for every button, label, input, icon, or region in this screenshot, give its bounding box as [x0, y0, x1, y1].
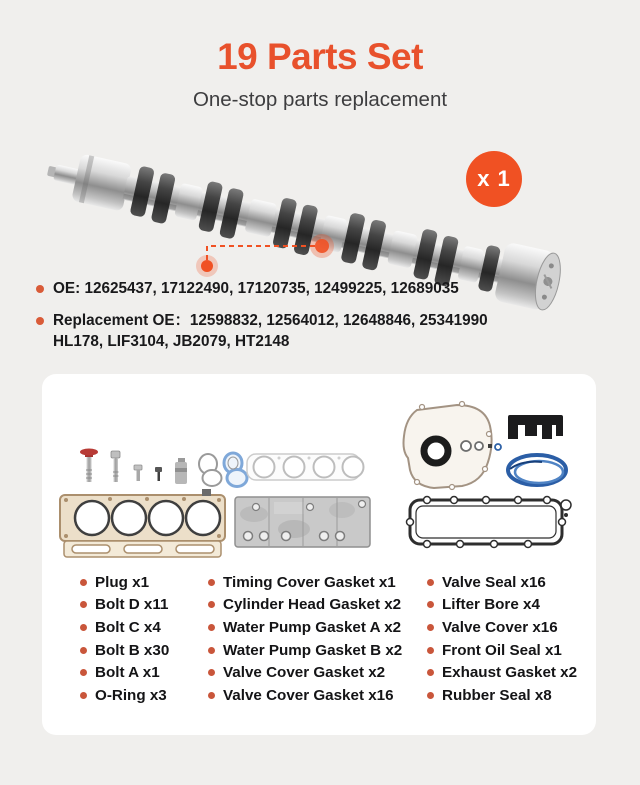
part-label: O-Ring x3	[95, 686, 167, 704]
part-list-item	[80, 571, 169, 594]
callout-leader-line	[196, 234, 334, 277]
part-list-item	[427, 639, 577, 662]
part-label: Bolt D x11	[95, 596, 169, 614]
bullet-icon	[80, 669, 87, 676]
part-label: Bolt A x1	[95, 664, 160, 682]
part-label: Bolt B x30	[95, 641, 170, 659]
timing-plate-gasket-art	[235, 497, 370, 547]
bullet-icon	[36, 317, 44, 325]
part-list-item	[80, 594, 169, 617]
bullet-icon	[208, 692, 215, 699]
replacement-oe-line	[36, 310, 616, 353]
replacement-oe-text	[53, 310, 488, 353]
bullet-icon	[208, 669, 215, 676]
part-label: Front Oil Seal x1	[442, 641, 562, 659]
part-label: Lifter Bore x4	[442, 596, 540, 614]
water-pump-gasket-a-art	[199, 454, 222, 486]
part-list-item	[427, 684, 577, 707]
page-subtitle: One-stop parts replacement	[192, 88, 448, 111]
part-label: Cylinder Head Gasket x2	[223, 596, 402, 614]
part-label: Water Pump Gasket A x2	[223, 618, 402, 636]
cylinder-head-gasket-art	[60, 489, 225, 557]
part-label: Valve Cover Gasket x2	[223, 664, 386, 682]
o-ring-seal-art	[508, 455, 566, 485]
bullet-icon	[80, 624, 87, 631]
bolt-d-art	[155, 467, 162, 481]
parts-column-gaskets	[208, 571, 402, 707]
bolt-b-art	[111, 451, 120, 482]
rubber-bracket-art	[508, 415, 563, 439]
part-list-item	[427, 594, 577, 617]
bullet-icon	[80, 647, 87, 654]
timing-cover-gasket-art	[404, 402, 502, 490]
bullet-icon	[208, 624, 215, 631]
part-list-item	[80, 616, 169, 639]
part-label: Exhaust Gasket x2	[442, 664, 578, 682]
bullet-icon	[80, 601, 87, 608]
exhaust-gasket-art	[247, 454, 364, 480]
bullet-icon	[36, 285, 44, 293]
bullet-icon	[427, 601, 434, 608]
quantity-badge-label: x 1	[477, 166, 511, 191]
oe-numbers-section	[36, 278, 616, 363]
bullet-icon	[427, 647, 434, 654]
part-list-item	[208, 661, 402, 684]
bullet-icon	[427, 624, 434, 631]
parts-column-seals	[427, 571, 577, 707]
oe-numbers-text: OE: 12625437, 17122490, 17120735, 12499225, 12689035	[53, 280, 459, 297]
bullet-icon	[208, 601, 215, 608]
part-list-item	[208, 616, 402, 639]
bullet-icon	[427, 669, 434, 676]
part-label: Valve Seal x16	[442, 573, 546, 591]
oe-line	[36, 278, 616, 300]
plug-art	[175, 458, 187, 484]
part-list-item	[427, 616, 577, 639]
part-list-item	[427, 661, 577, 684]
valve-cover-gasket-art	[407, 497, 572, 548]
part-list-item	[427, 571, 577, 594]
bullet-icon	[80, 579, 87, 586]
part-list-item	[208, 571, 402, 594]
bolt-c-art	[134, 465, 142, 481]
part-label: Valve Cover x16	[442, 618, 558, 636]
part-label: Bolt C x4	[95, 618, 161, 636]
part-label: Plug x1	[95, 573, 150, 591]
quantity-badge	[466, 151, 522, 207]
page-title: 19 Parts Set	[217, 36, 423, 77]
bullet-icon	[80, 692, 87, 699]
part-list-item	[208, 639, 402, 662]
parts-column-hardware	[80, 571, 169, 707]
part-label: Water Pump Gasket B x2	[223, 641, 403, 659]
part-list-item	[80, 684, 169, 707]
bullet-icon	[427, 692, 434, 699]
water-pump-gasket-b-art	[224, 453, 247, 487]
bullet-icon	[208, 647, 215, 654]
replacement-oe-line1: Replacement OE：12598832, 12564012, 12648846, 25341990	[53, 311, 488, 329]
bolt-a-art	[80, 449, 98, 483]
part-list-item	[208, 594, 402, 617]
part-label: Rubber Seal x8	[442, 686, 552, 704]
part-list-item	[80, 639, 169, 662]
part-label: Valve Cover Gasket x16	[223, 686, 394, 704]
part-list-item	[80, 661, 169, 684]
replacement-oe-line2: HL178, LIF3104, JB2079, HT2148	[53, 333, 290, 350]
bullet-icon	[427, 579, 434, 586]
parts-card	[42, 374, 596, 735]
part-list-item	[208, 684, 402, 707]
bullet-icon	[208, 579, 215, 586]
gasket-kit-image	[42, 374, 596, 569]
part-label: Timing Cover Gasket x1	[223, 573, 396, 591]
